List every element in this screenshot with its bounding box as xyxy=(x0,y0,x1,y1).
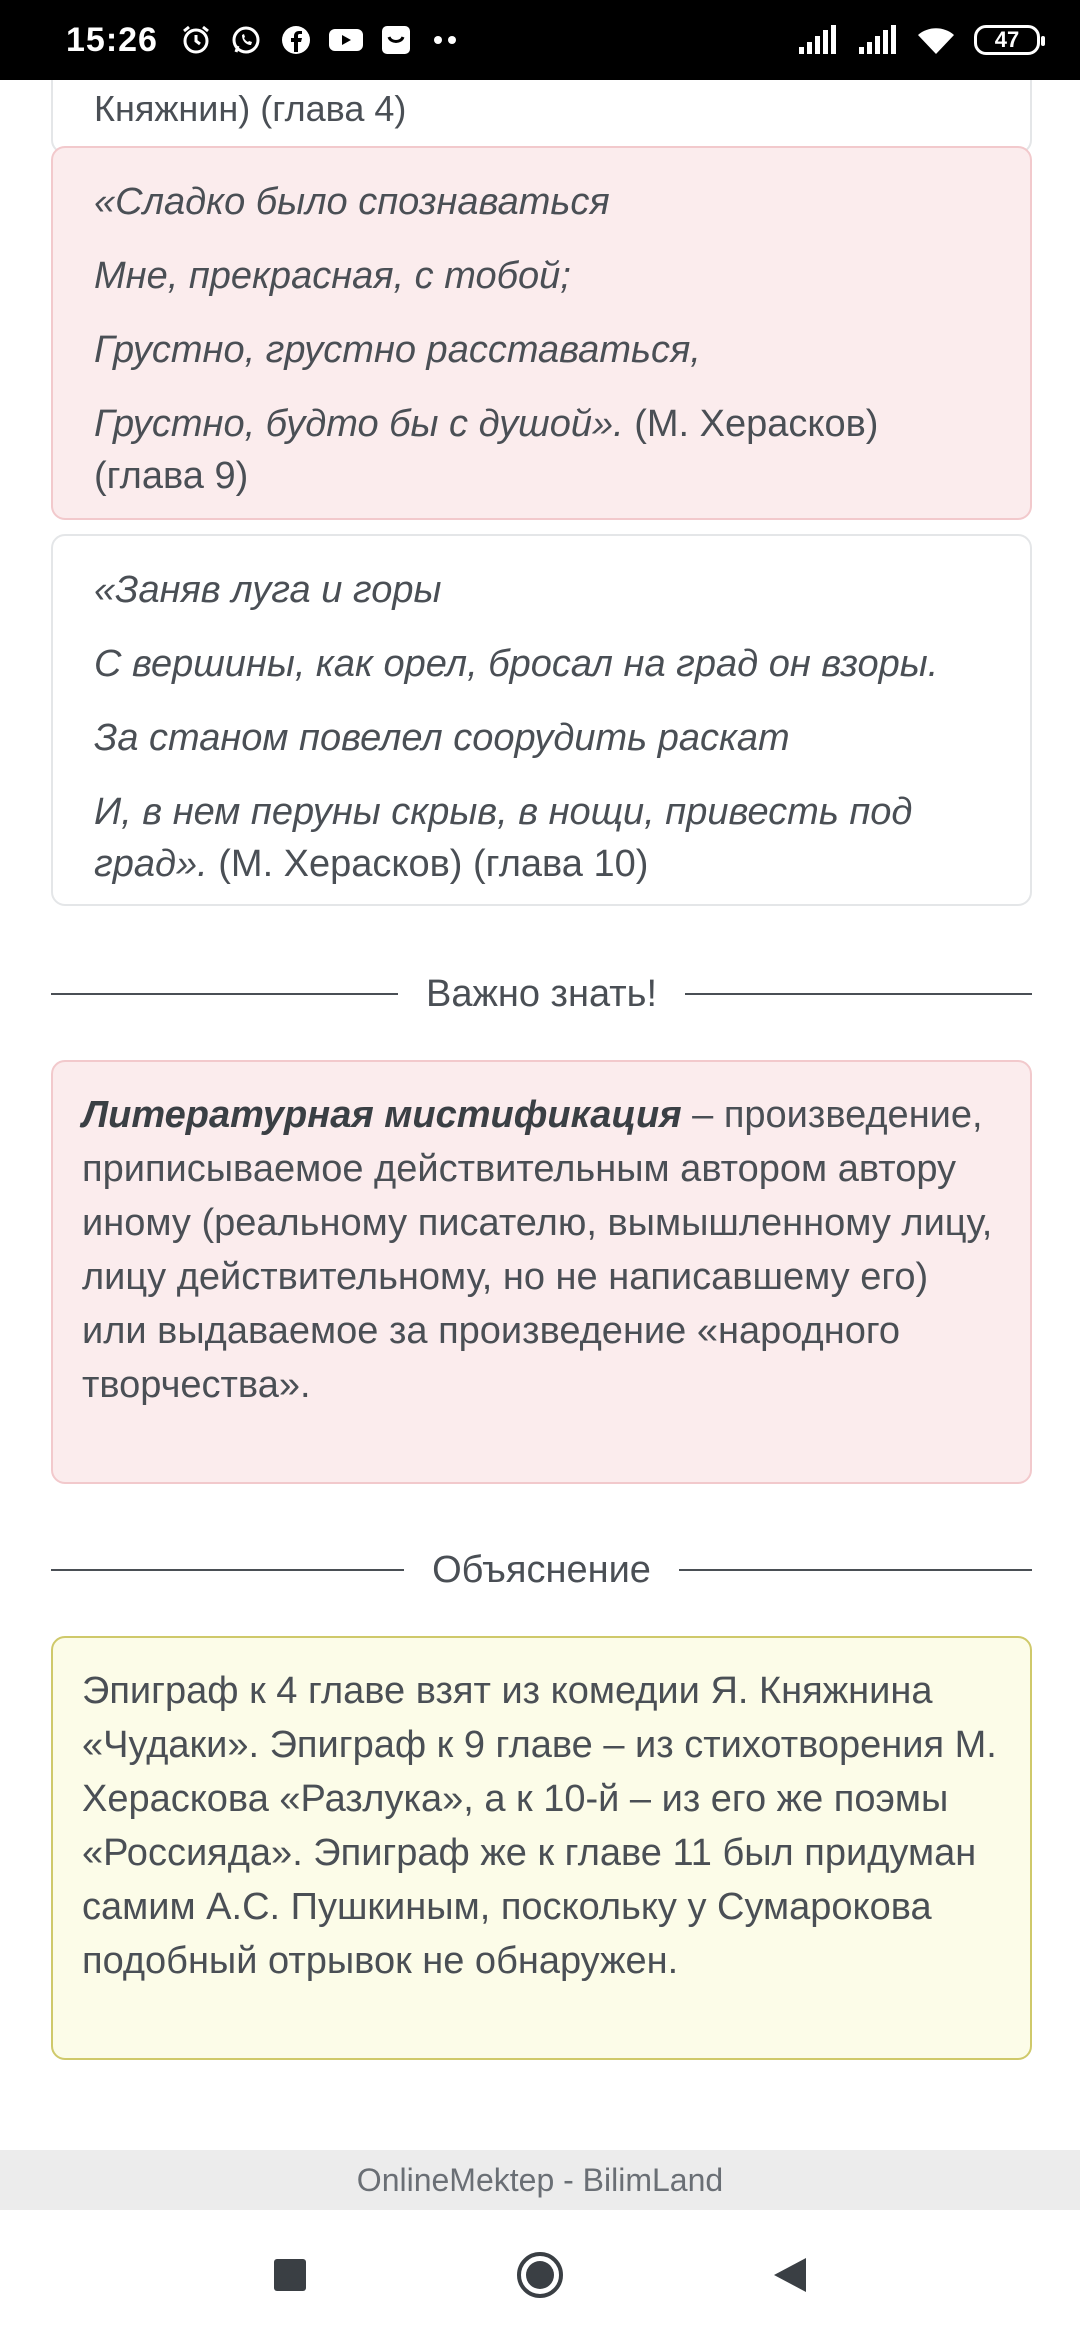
explanation-text: Эпиграф к 4 главе взят из комедии Я. Княжнина «Чудаки». Эпиграф к 9 главе – из стихотворения М. Хераскова «Разлука», а к 10-й – из его же поэмы «Россияда». Эпиграф же к главе 11 был придуман самим А.С. Пушкиным, поскольку у Сумарокова подобный отрывок не обнаружен. xyxy=(82,1670,997,1982)
signal-icon xyxy=(856,22,898,58)
explanation-divider xyxy=(51,1548,1032,1592)
status-time: 15:26 xyxy=(66,20,158,59)
facebook-icon xyxy=(278,22,314,58)
app-icon xyxy=(378,22,414,58)
quote-line: «Сладко было спознаваться xyxy=(94,181,610,223)
whatsapp-icon xyxy=(228,22,264,58)
quote-text: Грустно, будто бы с душой». xyxy=(94,403,624,445)
quote-line: Мне, прекрасная, с тобой; xyxy=(94,255,571,297)
card-text: Княжнин) (глава 4) xyxy=(94,88,407,129)
alarm-icon xyxy=(178,22,214,58)
quote-line-last xyxy=(94,398,990,502)
explanation-card xyxy=(51,1636,1032,2060)
divider-line xyxy=(685,993,1032,995)
quote-attribution: (М. Херасков) (глава 10) xyxy=(207,843,649,885)
definition-text xyxy=(53,1062,1030,1412)
definition-card xyxy=(51,1060,1032,1484)
quote-text: И, в нем перуны скрыв, в нощи, привесть под град». xyxy=(94,791,913,885)
back-button[interactable] xyxy=(760,2245,820,2305)
quote-line: За станом повелел соорудить раскат xyxy=(94,717,790,759)
answer-card-epigraph-10[interactable] xyxy=(51,534,1032,906)
youtube-icon xyxy=(328,22,364,58)
quote-line: С вершины, как орел, бросал на град он взоры. xyxy=(94,643,939,685)
explanation-heading: Объяснение xyxy=(432,1548,651,1591)
definition-body: – произведение, приписываемое действительным автором автору иному (реальному писателю, вымышленному лицу, лицу действительному, но не написавшему его) или выдаваемое за произведение «народного творчества». xyxy=(82,1094,993,1406)
quote-line: «Заняв луга и горы xyxy=(94,569,442,611)
divider-line xyxy=(51,993,398,995)
wifi-icon xyxy=(916,22,956,58)
quote-line-last xyxy=(94,786,990,890)
status-bar xyxy=(0,0,1080,80)
definition-term: Литературная мистификация xyxy=(82,1094,682,1136)
important-heading: Важно знать! xyxy=(425,972,658,1015)
content-area[interactable] xyxy=(0,80,1080,2150)
navigation-bar xyxy=(0,2210,1080,2340)
divider-line xyxy=(51,1569,404,1571)
important-divider xyxy=(51,972,1032,1016)
answer-card-epigraph-4[interactable] xyxy=(51,80,1032,154)
more-icon xyxy=(428,22,464,58)
battery-icon: 47 xyxy=(974,25,1040,55)
answer-card-epigraph-9[interactable] xyxy=(51,146,1032,520)
system-icons xyxy=(796,22,1040,58)
recents-button[interactable] xyxy=(260,2245,320,2305)
footer-brand: OnlineMektep - BilimLand xyxy=(0,2150,1080,2210)
divider-line xyxy=(679,1569,1032,1571)
notification-icons xyxy=(178,22,464,58)
home-button[interactable] xyxy=(510,2245,570,2305)
signal-icon xyxy=(796,22,838,58)
quote-line: Грустно, грустно расставаться, xyxy=(94,329,701,371)
quote-attribution: (М. Херасков) (глава 9) xyxy=(94,403,879,497)
